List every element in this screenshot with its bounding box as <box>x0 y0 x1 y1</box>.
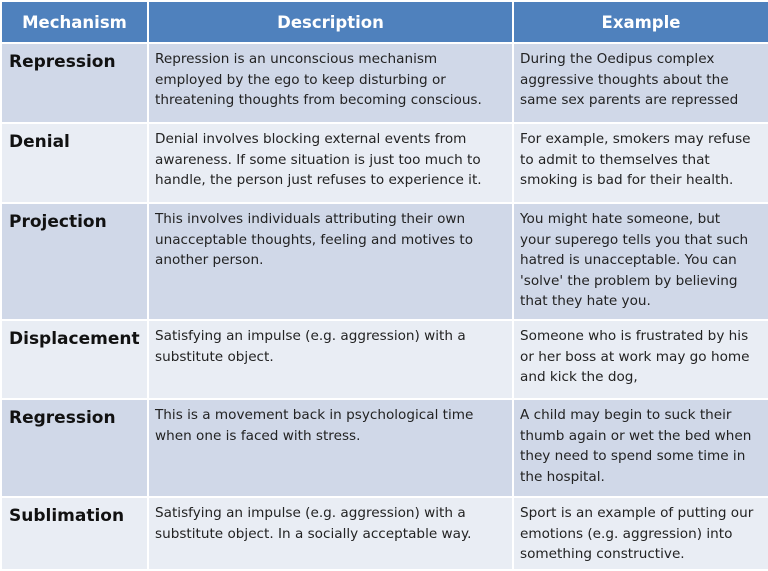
table-row <box>1 203 768 320</box>
header-example: Example <box>513 1 768 43</box>
header-mechanism: Mechanism <box>1 1 148 43</box>
mechanism-cell: Displacement <box>1 320 148 399</box>
description-cell: Satisfying an impulse (e.g. aggression) with a substitute object. <box>148 320 513 399</box>
header-row <box>1 1 768 43</box>
description-cell: Repression is an unconscious mechanism employed by the ego to keep disturbing or threatening thoughts from becoming conscious. <box>148 43 513 123</box>
example-cell: For example, smokers may refuse to admit to themselves that smoking is bad for their health. <box>513 123 768 203</box>
example-cell: During the Oedipus complex aggressive thoughts about the same sex parents are repressed <box>513 43 768 123</box>
table-row <box>1 123 768 203</box>
description-cell: This involves individuals attributing their own unacceptable thoughts, feeling and motives to another person. <box>148 203 513 320</box>
table-row <box>1 497 768 570</box>
table-row <box>1 43 768 123</box>
example-cell: Someone who is frustrated by his or her boss at work may go home and kick the dog, <box>513 320 768 399</box>
mechanism-cell: Regression <box>1 399 148 497</box>
example-cell: A child may begin to suck their thumb again or wet the bed when they need to spend some time in the hospital. <box>513 399 768 497</box>
table-row <box>1 320 768 399</box>
header-description: Description <box>148 1 513 43</box>
description-cell: Denial involves blocking external events from awareness. If some situation is just too much to handle, the person just refuses to experience it. <box>148 123 513 203</box>
mechanism-cell: Denial <box>1 123 148 203</box>
table-row <box>1 399 768 497</box>
example-cell: You might hate someone, but your superego tells you that such hatred is unacceptable. You can 'solve' the problem by believing that they hate you. <box>513 203 768 320</box>
example-cell: Sport is an example of putting our emotions (e.g. aggression) into something constructive. <box>513 497 768 570</box>
mechanism-cell: Sublimation <box>1 497 148 570</box>
description-cell: This is a movement back in psychological time when one is faced with stress. <box>148 399 513 497</box>
description-cell: Satisfying an impulse (e.g. aggression) with a substitute object. In a socially acceptable way. <box>148 497 513 570</box>
mechanism-cell: Projection <box>1 203 148 320</box>
mechanism-cell: Repression <box>1 43 148 123</box>
